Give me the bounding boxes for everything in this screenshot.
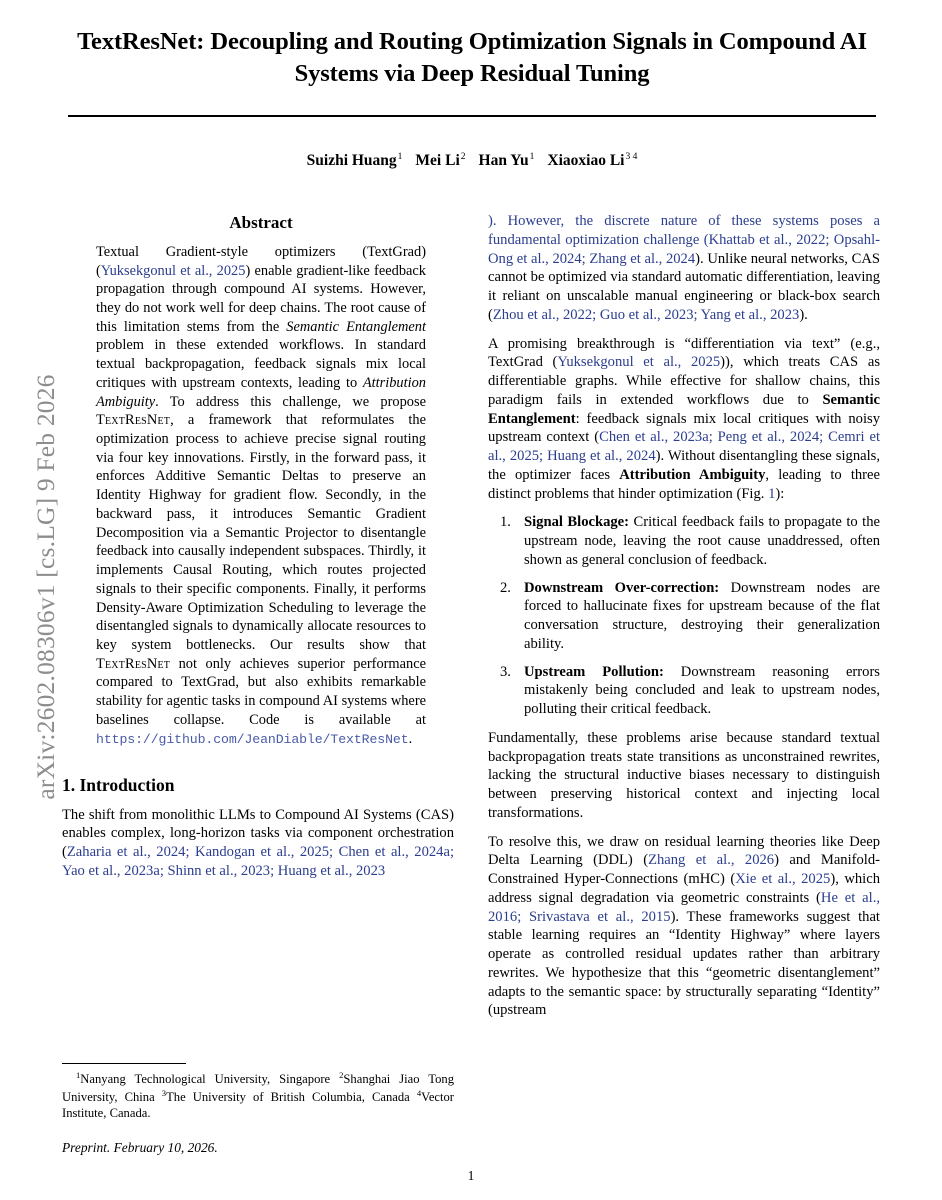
- citation-link[interactable]: Chen et al., 2023a; Peng et al., 2024; Cemri et al., 2025; Huang et al., 2024: [488, 429, 881, 464]
- author-name: Suizhi Huang: [306, 152, 397, 170]
- affiliations-footnote: [62, 1070, 454, 1121]
- intro-text-2b: )), which treats CAS as differentiable graphs. While effective for shallow chains, this paradigm fails in extended workflows due to: [488, 354, 880, 408]
- concept-attribution-ambiguity: Attribution Ambiguity: [619, 466, 766, 483]
- abstract-italic-term: Semantic Entanglement: [286, 318, 426, 335]
- abstract-text-7: .: [408, 730, 413, 747]
- affiliation-marker: 2: [339, 1070, 344, 1080]
- intro-text-2c: : feedback signals mix local critiques with noisy upstream context (: [488, 410, 880, 446]
- method-name: TextResNet: [96, 655, 171, 672]
- citation-link[interactable]: Zhang et al., 2026: [648, 852, 775, 869]
- problem-label: Signal Blockage:: [524, 514, 630, 531]
- author-name: Xiaoxiao Li: [547, 152, 625, 170]
- citation-link[interactable]: Zhou et al., 2022; Guo et al., 2023; Yang et al., 2023: [492, 306, 800, 323]
- affiliation-1: Nanyang Technological University, Singapore: [80, 1072, 340, 1087]
- affiliation-marker: 1: [76, 1070, 81, 1080]
- code-url-link[interactable]: https://github.com/JeanDiable/TextResNet: [96, 731, 409, 747]
- intro-text-4a: To resolve this, we draw on residual learning theories like Deep Delta Learning (DDL) (: [488, 833, 880, 869]
- author-affiliation-marker: 1: [529, 152, 535, 162]
- intro-text-4d: ). These frameworks suggest that stable learning requires an “Identity Highway” where layers operate as controlled residual updates rather than arbitrary rewrites. We hypothesize that this “geometric disentanglement” adapts to the semantic space: by structurally separating “Identity” (upstream: [488, 908, 880, 1019]
- abstract-text-3: problem in these extended workflows. In standard textual backpropagation, feedback signals mix local critiques with upstream contexts, leading to: [96, 337, 426, 391]
- author-affiliation-marker: 3 4: [625, 152, 638, 162]
- intro-paragraph-3: Fundamentally, these problems arise because standard textual backpropagation treats state transitions as unconstrained rewrites, lacking the structural inductive biases necessary to distinguish between preserving historical context and injecting local transformations.: [488, 729, 880, 821]
- intro-paragraph-4: [488, 833, 880, 1021]
- page-number: 1: [467, 1168, 475, 1183]
- list-item: [488, 579, 880, 654]
- intro-text-2d: ). Without disentangling these signals, the optimizer faces: [488, 448, 880, 483]
- intro-text-2e: , leading to three distinct problems that hinder optimization (Fig.: [488, 466, 880, 502]
- citation-link[interactable]: Xie et al., 2025: [735, 871, 831, 887]
- list-item: [488, 663, 880, 719]
- figure-reference-link[interactable]: 1: [768, 485, 776, 502]
- list-item: [488, 513, 880, 569]
- left-column: [62, 212, 454, 891]
- intro-text-1d: ).: [799, 306, 808, 323]
- author-name: Han Yu: [478, 152, 529, 170]
- intro-paragraph-2: [488, 335, 880, 504]
- intro-text-2f: ):: [775, 485, 785, 502]
- author-affiliation-marker: 2: [460, 152, 466, 162]
- intro-text-1a: The shift from monolithic LLMs to Compound AI Systems (CAS) enables complex, long-horizon tasks via component orchestration (: [62, 806, 454, 861]
- abstract-text-6: not only achieves superior performance compared to TextGrad, but also exhibits remarkable stability for agentic tasks in compound AI systems where baselines collapse. Code is available at: [96, 655, 426, 728]
- abstract-text-4: . To address this challenge, we propose: [155, 393, 426, 410]
- method-name: TextResNet: [96, 412, 171, 429]
- affiliation-marker: 3: [161, 1087, 167, 1098]
- intro-text-4b: ) and Manifold-Constrained Hyper-Connections (mHC) (: [488, 852, 881, 887]
- intro-text-4c: ), which address signal degradation via geometric constraints (: [488, 871, 880, 906]
- abstract-text-5: , a framework that reformulates the optimization process to achieve precise signal routing via four key innovations. Firstly, in the forward pass, it enforces Additive Semantic Deltas to preserve an Identity Highway for gradient flow. Secondly, in the backward pass, it introduces Semantic Gradient Decomposition via a Semantic Projector to disentangle feedback into causally independent subspaces. Thirdly, it implements Causal Routing, which routes projected signals to their specific components. Finally, it performs Density-Aware Optimization Scheduling to leverage the disentangled signals to dynamically allocate resources to key system bottlenecks. Our results show that: [96, 412, 426, 653]
- author-affiliation-marker: 1: [397, 152, 403, 162]
- abstract-text-1: Textual Gradient-style optimizers (TextGrad) (: [96, 243, 426, 279]
- problem-label: Downstream Over-correction:: [524, 579, 720, 596]
- citation-link[interactable]: Zaharia et al., 2024; Kandogan et al., 2025; Chen et al., 2024a; Yao et al., 2023a; Shinn et al., 2023; Huang et al., 2023: [62, 844, 454, 879]
- abstract-section: [96, 212, 426, 748]
- problem-text: Downstream nodes are forced to hallucinate fixes for upstream because of the flat conversation structure, destroying their generalization ability.: [524, 579, 880, 652]
- abstract-heading: Abstract: [229, 213, 293, 232]
- citation-link[interactable]: Yuksekgonul et al., 2025: [100, 262, 246, 279]
- affiliation-4: Vector Institute, Canada.: [62, 1089, 454, 1121]
- problem-text: Downstream reasoning errors mistakenly being concluded and leak to upstream nodes, polluting their critical feedback.: [524, 663, 880, 717]
- abstract-text-2: ) enable gradient-like feedback propagation through compound AI systems. However, they do not work well for deep chains. The root cause of this limitation stems from the: [96, 262, 426, 335]
- title-divider: [68, 115, 876, 117]
- concept-semantic-entanglement: Semantic Entanglement: [488, 391, 880, 427]
- citation-link[interactable]: Khattab et al., 2022; Opsahl-Ong et al., 2024; Zhang et al., 2024: [488, 231, 880, 267]
- citation-link[interactable]: He et al., 2016; Srivastava et al., 2015: [488, 889, 880, 925]
- problem-text: Critical feedback fails to propagate to the upstream node, leaving the root cause unaddressed, often shown as general conclusion of feedback.: [524, 514, 880, 568]
- abstract-body: [96, 243, 426, 748]
- intro-paragraph-1-cont: [488, 212, 880, 325]
- footnote-divider: [62, 1063, 186, 1064]
- abstract-italic-term: Attribution Ambiguity: [96, 374, 426, 410]
- page-title: TextResNet: Decoupling and Routing Optimization Signals in Compound AI Systems via Deep Residual Tuning: [77, 28, 867, 88]
- citation-link[interactable]: Yuksekgonul et al., 2025: [557, 354, 721, 371]
- citation-link[interactable]: ). However, the discrete nature of these systems poses a fundamental optimization challenge (: [488, 213, 880, 248]
- right-column: [488, 212, 880, 1030]
- preprint-notice: Preprint. February 10, 2026.: [62, 1140, 218, 1155]
- problems-list: [488, 513, 880, 719]
- affiliation-2: Shanghai Jiao Tong University, China: [62, 1072, 454, 1104]
- arxiv-stamp: arXiv:2602.08306v1 [cs.LG] 9 Feb 2026: [31, 374, 60, 800]
- section-heading-introduction: 1. Introduction: [62, 775, 175, 796]
- intro-text-1c: ). Unlike neural networks, CAS cannot be optimized via standard automatic differentiation, leaving it reliant on unscalable manual engineering or black-box search (: [488, 250, 881, 323]
- intro-text-2a: A promising breakthrough is “differentiation via text” (e.g., TextGrad (: [488, 335, 880, 371]
- intro-paragraph-1: [62, 806, 454, 881]
- affiliation-marker: 4: [416, 1087, 422, 1098]
- problem-label: Upstream Pollution:: [524, 663, 664, 680]
- affiliation-3: The University of British Columbia, Canada: [166, 1089, 417, 1104]
- author-name: Mei Li: [415, 152, 460, 170]
- author-list: [68, 152, 876, 170]
